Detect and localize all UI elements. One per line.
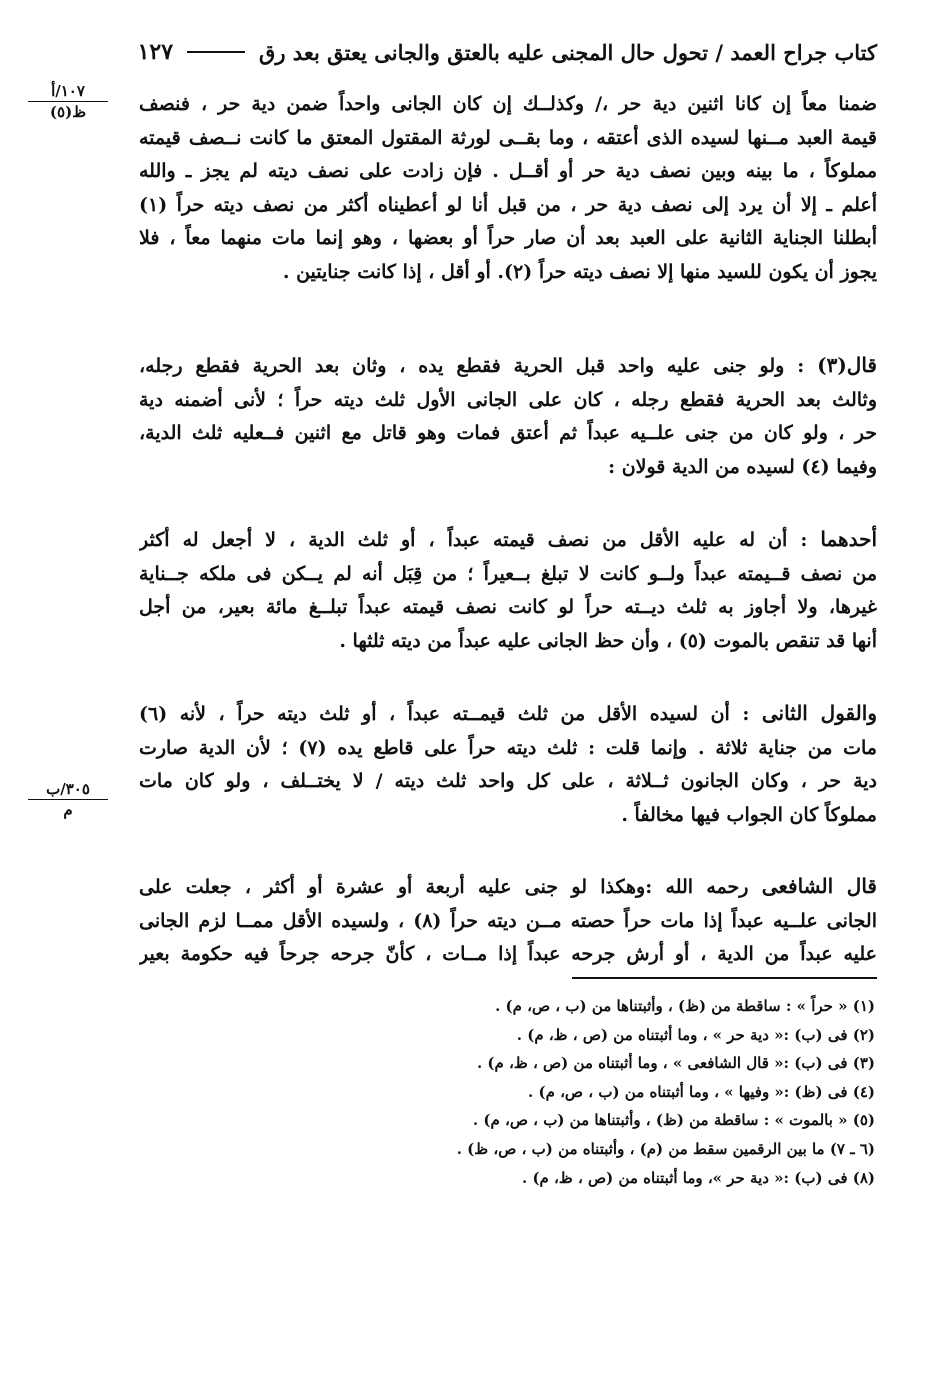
footnote-divider bbox=[572, 977, 877, 979]
margin-note-folio-2-top: ٣٠٥/ب bbox=[28, 780, 108, 800]
footnote: (٥) « بالموت » : ساقطة من (ظ) ، وأثبتناها من (ب ، ص، م) . bbox=[472, 1111, 875, 1130]
footnote: (٦ ـ ٧) ما بين الرقمين سقط من (م) ، وأثبتناه من (ب ، ص، ظ) . bbox=[456, 1139, 875, 1158]
paragraph-line-text: رحمه الله :وهكذا لو جنى عليه أربعة أو عشرة أو أكثر ، جعلت على bbox=[139, 876, 762, 898]
paragraph-line: وثالث بعد الحرية فقطع رجله ، كان على الجانى الأول ثلث ديته حراً ؛ لأنى أضمنه دية bbox=[139, 388, 877, 411]
margin-note-folio-1 bbox=[28, 82, 108, 121]
paragraph-lead: أحدهما bbox=[820, 527, 877, 551]
paragraph-line: مملوكاً كان الجواب فيها مخالفاً . bbox=[621, 803, 877, 826]
paragraph-line: من نصف قــيمته عبداً ولــو كانت لا تبلغ بــعيراً ؛ من قِبَل أنه لم يــكن فى ملكه جــناية bbox=[139, 562, 877, 585]
paragraph-4 bbox=[139, 697, 877, 832]
footnote: (٨) فى (ب) :« دية حر »، وما أثبتناه من (ص ، ظ، م) . bbox=[522, 1168, 875, 1187]
paragraph-lead: قال(٣) bbox=[817, 353, 877, 377]
footnote: (٢) فى (ب) :« دية حر » ، وما أثبتناه من (ص ، ظ، م) . bbox=[516, 1025, 875, 1044]
footnotes bbox=[355, 992, 875, 1192]
paragraph-5 bbox=[139, 870, 877, 972]
margin-note-folio-1-top: ١٠٧/أ bbox=[28, 82, 108, 102]
paragraph-line: عليه عبداً من الدية ، أو أرش جرحه عبداً إذا مــات ، كأنّ جرحه جرحاً فيه حكومة بعير bbox=[139, 943, 877, 965]
margin-note-folio-2-bottom: م bbox=[63, 801, 73, 819]
paragraph-line: وفيما (٤) لسيده من الدية قولان : bbox=[608, 455, 877, 478]
margin-note-folio-1-bottom: ظ(٥) bbox=[49, 103, 87, 121]
footnote: (٣) فى (ب) :« قال الشافعى » ، وما أثبتناه من (ص ، ظ، م) . bbox=[476, 1054, 875, 1073]
paragraph-lead: قال الشافعى bbox=[761, 874, 877, 898]
paragraph-line: غيرها، ولا أجاوز به ثلث ديــته حراً لو كانت نصف قيمته عبداً تبلــغ مائة بعير، من أجل bbox=[139, 596, 877, 618]
paragraph-line: ضمنا معاً إن كانا اثنين دية حر ،/ وكذلــك إن كان الجانى واحداً ضمن دية حر ، فنصف bbox=[139, 93, 877, 115]
paragraph-line-first bbox=[139, 523, 877, 558]
footnote: (١) « حراً » : ساقطة من (ظ) ، وأثبتناها من (ب ، ص، م) . bbox=[495, 997, 875, 1015]
paragraph-1 bbox=[139, 88, 877, 289]
page-number: ١٢٧ bbox=[137, 39, 174, 65]
paragraph-line: قيمة العبد مــنها لسيده الذى أعتقه ، وما بقــى لورثة المقتول المعتق ما كانت نــصف قيمته bbox=[139, 126, 877, 149]
paragraph-line: أبطلنا الجناية الثانية على العبد بعد أن صار حراً أو بعضها ، وهو إنما مات منهما معاً ، فلا bbox=[139, 227, 877, 249]
paragraph-line: الجانى علــيه عبداً إذا مات حراً حصته مــن ديته حراً (٨) ، ولسيده الأقل ممــا لزم الجانى bbox=[139, 909, 877, 932]
paragraph-line-text: : أن لسيده الأقل من ثلث قيمــته عبداً ، أو ثلث ديته حراً ، لأنه (٦) bbox=[139, 703, 762, 725]
paragraph-line: حر ، ولو كان من جنى علــيه عبداً ثم أعتق فمات وهو قاتل مع اثنين فــعليه ثلث الدية، bbox=[139, 422, 877, 444]
paragraph-line: مملوكاً ، ما بينه وبين نصف دية حر أو أقــل . فإن زادت على نصف ديته لم يجز ـ والله bbox=[139, 160, 877, 182]
paragraph-line-text: : ولو جنى عليه واحد قبل الحرية فقطع يده ، وثان بعد الحرية فقطع رجله، bbox=[139, 355, 818, 377]
paragraph-line-first bbox=[139, 349, 877, 384]
paragraph-line-first bbox=[139, 697, 877, 732]
paragraph-2 bbox=[139, 349, 877, 484]
running-header bbox=[137, 34, 877, 70]
footnote: (٤) فى (ظ) :« وفيها » ، وما أثبتناه من (ب ، ص، م) . bbox=[528, 1082, 875, 1101]
paragraph-line-first bbox=[139, 870, 877, 905]
paragraph-line: يجوز أن يكون للسيد منها إلا نصف ديته حراً (٢). أو أقل ، إذا كانت جنايتين . bbox=[282, 260, 877, 283]
paragraph-line: دية حر ، وكان الجانون ثــلاثة ، على كل واحد ثلث ديته / لا يختــلف ، ولو كان مات bbox=[139, 770, 877, 792]
paragraph-lead: والقول الثانى bbox=[761, 701, 877, 725]
paragraph-3 bbox=[139, 523, 877, 658]
paragraph-line: أعلم ـ إلا أن يرد إلى نصف دية حر ، من قبل أنا لو أعطيناه أكثر من نصف ديته حراً (١) bbox=[139, 193, 877, 216]
paragraph-line-text: : أن له عليه الأقل من نصف قيمته عبداً ، أو ثلث الدية ، لا أجعل له أكثر bbox=[139, 529, 821, 551]
paragraph-line: مات من جناية ثلاثة . وإنما قلت : ثلث ديته حراً على قاطع يده (٧) ؛ لأن الدية صارت bbox=[139, 736, 877, 759]
header-rule bbox=[187, 51, 245, 53]
margin-note-folio-2 bbox=[28, 780, 108, 819]
header-title: كتاب جراح العمد / تحول حال المجنى عليه بالعتق والجانى يعتق بعد رق bbox=[259, 39, 877, 65]
paragraph-line: أنها قد تنقص بالموت (٥) ، وأن حظ الجانى عليه عبداً من ديته ثلثها . bbox=[339, 629, 877, 652]
